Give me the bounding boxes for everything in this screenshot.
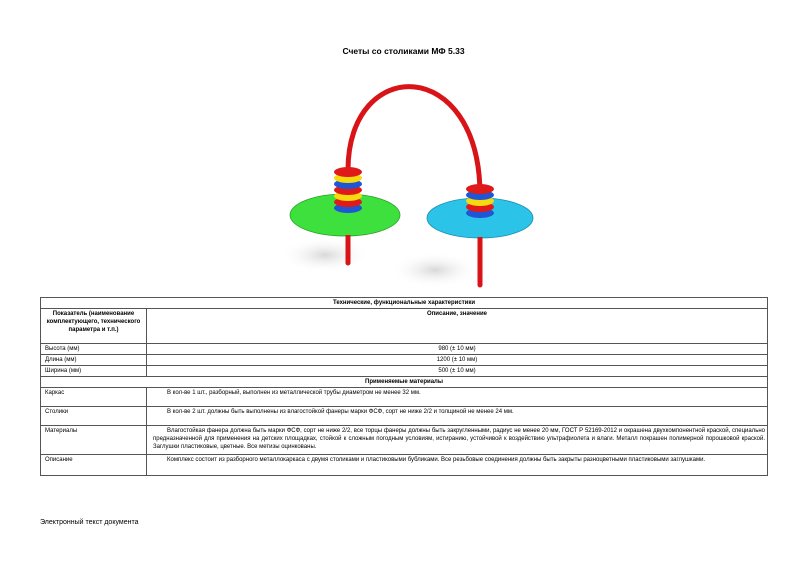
row-param: Высота (мм) [41, 344, 147, 355]
footer-text: Электронный текст документа [40, 519, 139, 526]
row-param: Длина (мм) [41, 355, 147, 366]
col-param-header: Показатель (наименование комплектующего, технического параметра и т.п.) [41, 309, 147, 344]
row-value: Влагостойкая фанера должна быть марки ФСФ, сорт не ниже 2/2, все торцы фанеры должны быть закругленными, радиус не менее 20 мм, ГОСТ Р 52169-2012 и окрашена двухкомпонентной краской, специально предназначенной для применения на детских площадках, стойкой к сложным погодным условиям, истиранию, устойчивой к воздействию ультрафиолета и влаги. Металл покрашен полимерной порошковой краской. Заглушки пластиковые, цветные. Все метизы оцинкованы. [147, 426, 768, 455]
shadow-left [280, 237, 370, 273]
row-param: Каркас [41, 388, 147, 407]
rings-right [466, 184, 494, 218]
document-title: Счеты со столиками МФ 5.33 [342, 46, 465, 56]
row-param: Материалы [41, 426, 147, 455]
row-param: Ширина (мм) [41, 366, 147, 377]
materials-header: Применяемые материалы [41, 377, 768, 388]
table-row [41, 344, 768, 355]
row-value: 500 (± 10 мм) [147, 366, 768, 377]
table-row [41, 355, 768, 366]
row-value: 980 (± 10 мм) [147, 344, 768, 355]
product-illustration [265, 75, 545, 290]
row-value: В кол-ве 2 шт. должны быть выполнены из влагостойкой фанеры марки ФСФ, сорт не ниже 2/2 и толщиной не менее 24 мм. [147, 407, 768, 426]
col-value-header: Описание, значение [147, 309, 768, 344]
table-row [41, 455, 768, 476]
specification-table [40, 297, 768, 476]
row-param: Столики [41, 407, 147, 426]
table-row [41, 366, 768, 377]
row-value: Комплекс состоит из разборного металлокаркаса с двумя столиками и пластиковыми бубликами. Все резьбовые соединения должны быть закрыты разноцветными пластиковыми заглушками. [147, 455, 768, 476]
table-row [41, 388, 768, 407]
table-row [41, 407, 768, 426]
rings-left [334, 167, 362, 213]
shadow-right [390, 252, 480, 288]
row-value: 1200 (± 10 мм) [147, 355, 768, 366]
row-param: Описание [41, 455, 147, 476]
table-row [41, 426, 768, 455]
section-header: Технические, функциональные характеристики [41, 298, 768, 309]
row-value: В кол-ве 1 шт., разборный, выполнен из металлической трубы диаметром не менее 32 мм. [147, 388, 768, 407]
